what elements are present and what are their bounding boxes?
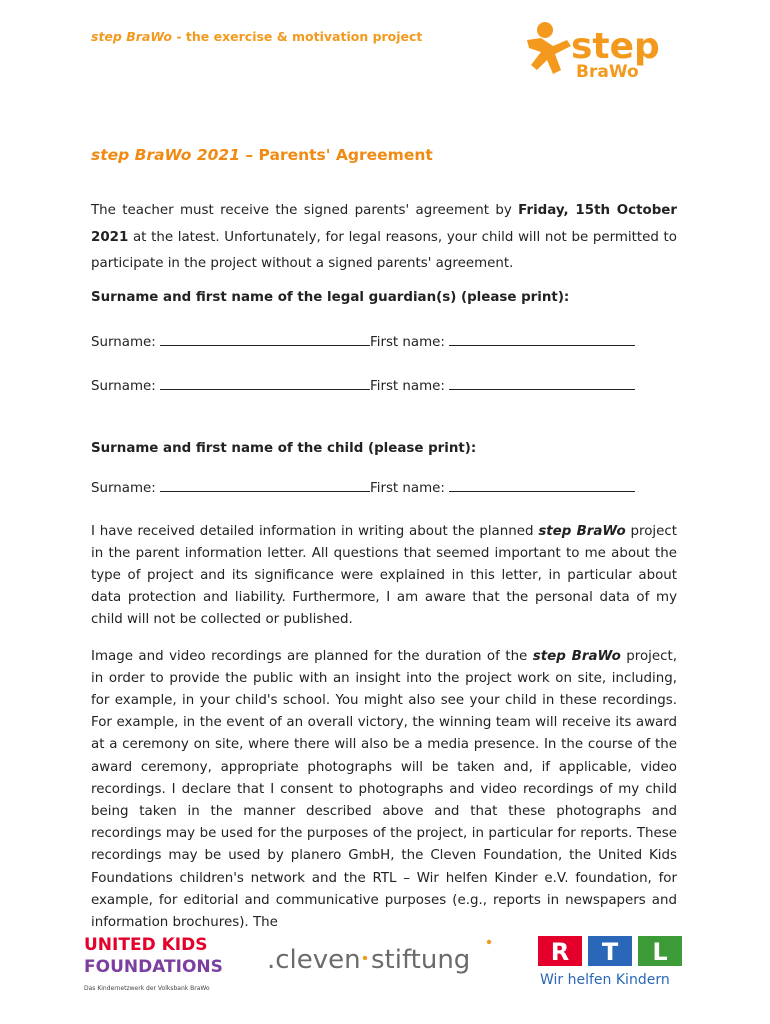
firstname-label: First name: bbox=[370, 378, 450, 394]
cleven-stiftung-logo bbox=[265, 936, 495, 980]
consent-media-brand: step BraWo bbox=[532, 648, 621, 664]
intro-text-2: at the latest. Unfortunately, for legal reasons, your child will not be permitted to participate in the project without a signed parents' agreement. bbox=[91, 229, 677, 271]
rtl-wir-helfen-kindern-logo bbox=[536, 934, 688, 990]
child-heading: Surname and first name of the child (please print): bbox=[91, 440, 477, 456]
ukf-line-1: UNITED KIDS bbox=[84, 935, 208, 955]
stiftung-dot-icon bbox=[487, 940, 491, 944]
consent-media-text-1: Image and video recordings are planned for the duration of the bbox=[91, 648, 533, 664]
cleven-dot-icon bbox=[363, 956, 367, 960]
guardian-2-firstname-line[interactable] bbox=[449, 377, 635, 390]
surname-label: Surname: bbox=[91, 334, 160, 350]
title-rest: – Parents' Agreement bbox=[240, 146, 433, 164]
tagline-rest: - the exercise & motivation project bbox=[172, 29, 423, 44]
firstname-label: First name: bbox=[370, 334, 450, 350]
consent-media-text-2: project, in order to provide the public with an insight into the project work on site, including, for example, in your child's school. You might also see your child in these recordings. For example, in the event of an overall victory, the winning team will receive its award at a ceremony on site, where there will also be a media presence. In the course of the award ceremony, appropriate photographs will be taken and, if applicable, video recordings. I declare that I consent to photographs and video recordings of my child being taken in the manner described above and that these photographs and recordings may be used for the purposes of the project, in particular for reports. These recordings may be used by planero GmbH, the Cleven Foundation, the United Kids Foundations children's network and the RTL – Wir helfen Kinder e.V. foundation, for example, for editorial and communicative purposes (e.g., reports in newspapers and information brochures). The bbox=[91, 648, 677, 930]
guardian-row-2 bbox=[91, 377, 677, 397]
rtl-letter-t: T bbox=[601, 938, 619, 966]
rtl-letter-l: L bbox=[652, 938, 668, 966]
consent-media-paragraph bbox=[91, 646, 677, 935]
ukf-line-2: FOUNDATIONS bbox=[84, 957, 223, 977]
child-surname-line[interactable] bbox=[160, 479, 370, 492]
rtl-letter-r: R bbox=[550, 938, 570, 966]
stiftung-text: stiftung bbox=[371, 945, 471, 975]
cleven-text: .cleven bbox=[267, 945, 361, 975]
logo-brawo-text: BraWo bbox=[576, 62, 639, 80]
firstname-label: First name: bbox=[370, 480, 450, 496]
surname-label: Surname: bbox=[91, 480, 160, 496]
guardian-row-1 bbox=[91, 333, 677, 353]
child-firstname-line[interactable] bbox=[449, 479, 635, 492]
consent-info-brand: step BraWo bbox=[538, 523, 626, 539]
intro-text-1: The teacher must receive the signed parents' agreement by bbox=[91, 203, 519, 218]
guardian-1-firstname-line[interactable] bbox=[449, 333, 635, 346]
rtl-subtitle: Wir helfen Kindern bbox=[540, 972, 670, 988]
deadline-date: Friday, 15th October 2021 bbox=[91, 203, 677, 245]
united-kids-foundations-logo bbox=[82, 930, 232, 994]
page-title bbox=[91, 146, 433, 164]
guardian-heading: Surname and first name of the legal guardian(s) (please print): bbox=[91, 289, 570, 305]
guardian-2-surname-line[interactable] bbox=[160, 377, 370, 390]
ukf-subtitle: Das Kindernetzwerk der Volksbank BraWo bbox=[84, 985, 210, 992]
logo-step-text: step bbox=[571, 26, 660, 67]
header-tagline bbox=[91, 29, 422, 44]
document-body bbox=[91, 198, 677, 934]
consent-info-text-1: I have received detailed information in writing about the planned bbox=[91, 523, 539, 539]
title-brand: step BraWo 2021 bbox=[91, 146, 240, 164]
step-brawo-logo bbox=[523, 18, 693, 80]
intro-paragraph bbox=[91, 198, 677, 278]
child-row bbox=[91, 479, 677, 499]
surname-label: Surname: bbox=[91, 378, 160, 394]
tagline-brand: step BraWo bbox=[91, 29, 173, 44]
guardian-1-surname-line[interactable] bbox=[160, 333, 370, 346]
consent-info-paragraph bbox=[91, 521, 677, 632]
consent-info-text-2: project in the parent information letter. All questions that seemed important to me about the type of project and its significance were explained in this letter, in particular about data protection and liability. Furthermore, I am aware that the personal data of my child will not be collected or published. bbox=[91, 523, 677, 628]
